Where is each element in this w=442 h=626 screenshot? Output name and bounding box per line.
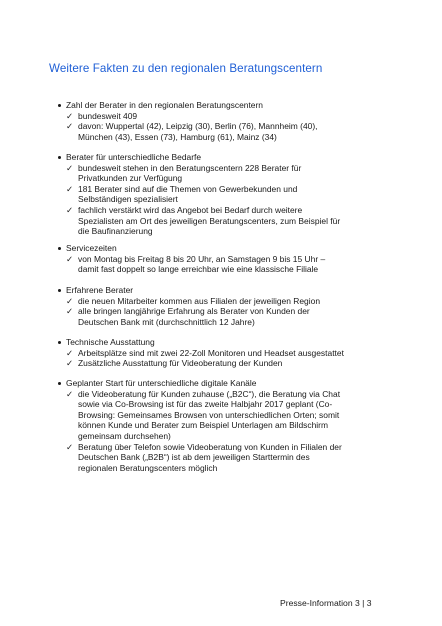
list-item-line: Arbeitsplätze sind mit zwei 22-Zoll Monitoren und Headset ausgestattet [78,347,344,358]
list-item-line: Deutschen Bank mit (durchschnittlich 12 Jahre) [78,316,255,327]
section-heading-text: Berater für unterschiedliche Bedarfe [66,152,202,162]
checkmark-icon: ✓ [66,121,74,132]
list-item-line: von Montag bis Freitag 8 bis 20 Uhr, an Samstagen 9 bis 15 Uhr – [78,253,326,264]
list-item [66,205,406,237]
list-item-line: alle bringen langjährige Erfahrung als Berater von Kunden der [78,306,310,317]
checkmark-icon: ✓ [66,306,74,317]
list-item-line: gemeinsam durchsehen) [78,430,171,441]
list-item-line: die Videoberatung für Kunden zuhause („B2C“), die Beratung via Chat [78,388,341,399]
section-heading [66,285,406,296]
list-item-line: Deutschen Bank („B2B“) ist ab dem jeweiligen Starttermin des [78,452,310,463]
checkmark-icon: ✓ [66,253,74,264]
fact-section [66,337,406,369]
section-heading [66,378,406,389]
list-item-line: regionalen Beratungscenters möglich [78,462,218,473]
list-item-line: damit fast doppelt so lange erreichbar wie eine klassische Filiale [78,264,319,275]
checkmark-icon: ✓ [66,295,74,306]
section-heading [66,100,406,111]
list-item-line: können Kunde und Berater zum Beispiel Unterlagen am Bildschirm [78,420,328,431]
bullet-dot-icon [58,247,61,250]
fact-section [66,243,406,275]
list-item [66,184,406,205]
list-item-line: sowie via Co-Browsing ist für das zweite Halbjahr 2017 geplant (Co- [78,399,333,410]
bullet-dot-icon [58,289,61,292]
bullet-dot-icon [58,156,61,159]
section-heading-text: Zahl der Berater in den regionalen Beratungscentern [66,100,263,110]
checkmark-icon: ✓ [66,441,74,452]
checkmark-icon: ✓ [66,183,74,194]
page-title: Weitere Fakten zu den regionalen Beratungscentern [49,62,323,75]
bullet-dot-icon [58,104,61,107]
list-item-line: Zusätzliche Ausstattung für Videoberatung der Kunden [78,358,283,369]
fact-section [66,285,406,327]
list-item-line: Selbständigen spezialisiert [78,194,178,205]
section-heading-text: Erfahrene Berater [66,285,134,295]
checkmark-icon: ✓ [66,347,74,358]
list-item-line: fachlich verstärkt wird das Angebot bei Bedarf durch weitere [78,204,303,215]
list-item-line: Browsing: Gemeinsames Browsen von unterschiedlichen Orten; somit [78,409,340,420]
list-item-line: bundesweit stehen in den Beratungscentern 228 Berater für [78,162,302,173]
section-heading-text: Geplanter Start für unterschiedliche digitale Kanäle [66,378,257,388]
list-item [66,111,406,122]
list-item [66,358,406,369]
list-item [66,348,406,359]
list-item [66,306,406,327]
checkmark-icon: ✓ [66,204,74,215]
section-heading [66,152,406,163]
list-item [66,121,406,142]
checkmark-icon: ✓ [66,388,74,399]
list-item-line: Spezialisten am Ort des jeweiligen Beratungscenters, zum Beispiel für [78,215,341,226]
list-item [66,442,406,474]
checkmark-icon: ✓ [66,110,74,121]
fact-section [66,100,406,142]
section-heading [66,337,406,348]
list-item-line: bundesweit 409 [78,110,138,121]
list-item-line: davon: Wuppertal (42), Leipzig (30), Berlin (76), Mannheim (40), [78,121,318,132]
list-item-line: Privatkunden zur Verfügung [78,173,183,184]
list-item [66,254,406,275]
fact-section [66,152,406,237]
bullet-dot-icon [58,382,61,385]
list-item-line: 181 Berater sind auf die Themen von Gewerbekunden und [78,183,298,194]
list-item-line: die Baufinanzierung [78,226,153,237]
section-heading-text: Technische Ausstattung [66,337,155,347]
section-heading [66,243,406,254]
checkmark-icon: ✓ [66,162,74,173]
page-footer: Presse-Information 3 | 3 [280,598,372,608]
section-heading-text: Servicezeiten [66,243,117,253]
bullet-dot-icon [58,341,61,344]
list-item-line: München (43), Essen (73), Hamburg (61), Mainz (34) [78,131,277,142]
list-item [66,163,406,184]
list-item [66,296,406,307]
list-item-line: Beratung über Telefon sowie Videoberatung von Kunden in Filialen der [78,441,342,452]
fact-section [66,378,406,473]
list-item [66,389,406,442]
list-item-line: die neuen Mitarbeiter kommen aus Filialen der jeweiligen Region [78,295,321,306]
checkmark-icon: ✓ [66,358,74,369]
